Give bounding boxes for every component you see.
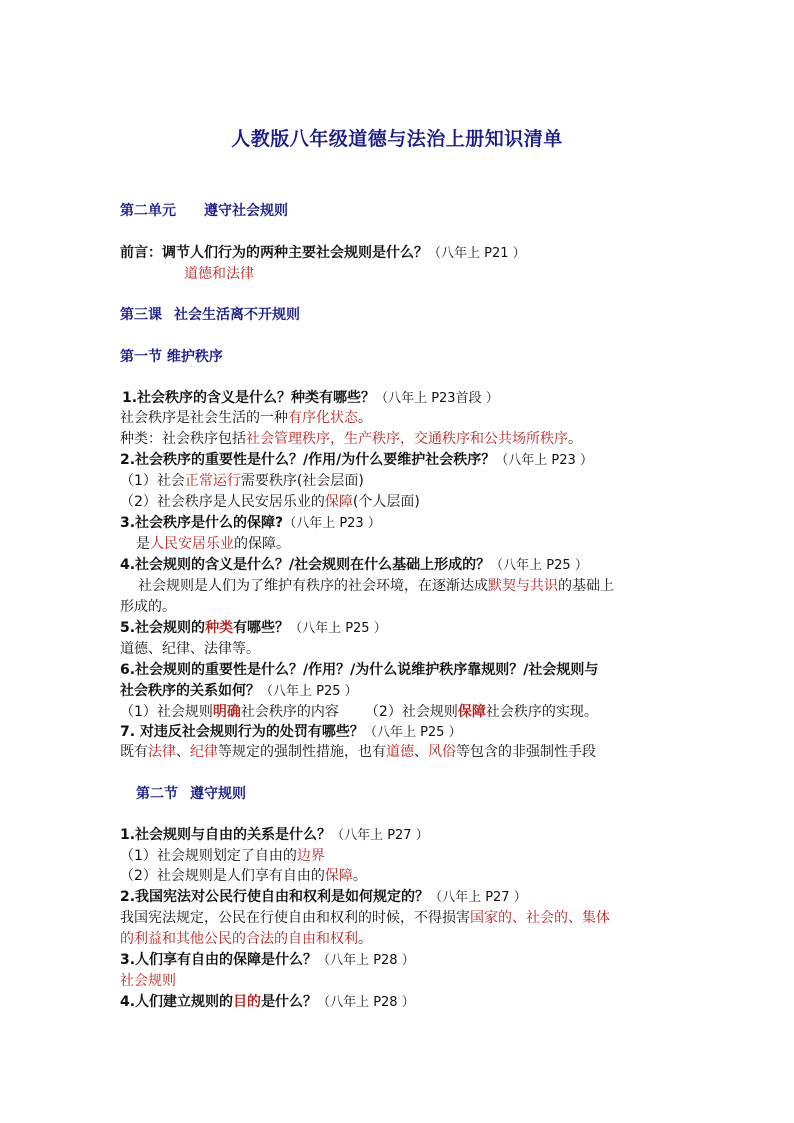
answer-highlight: 国家的、社会的、集体 <box>470 910 610 926</box>
answer-text: 、 <box>176 744 190 760</box>
answer-text: 是 <box>136 536 150 552</box>
s1-q5-answer: 道德、纪律、法律等。 <box>120 641 260 657</box>
s1-q7-question <box>120 722 462 743</box>
question-highlight: 种类 <box>205 620 234 636</box>
preface-ref: （八年上 P21 ） <box>428 246 526 261</box>
question-ref: （八年上 P28 ） <box>317 995 415 1010</box>
answer-highlight: 道德 <box>386 744 414 760</box>
answer-highlight: 默契与共识 <box>488 578 558 594</box>
s1-q6-question-2 <box>120 681 358 702</box>
answer-highlight: 保障 <box>324 494 353 510</box>
answer-highlight: 的利益和其他公民的合法的自由和权利 <box>120 931 358 947</box>
preface-question <box>120 243 526 264</box>
answer-highlight: 纪律 <box>190 744 218 760</box>
question-text: 是什么？ <box>261 994 318 1010</box>
answer-text: （1）社会 <box>120 473 185 489</box>
answer-text: 、 <box>414 744 428 760</box>
unit-name: 遵守社会规则 <box>204 203 288 219</box>
question-text: 7. 对违反社会规则行为的处罚有哪些？ <box>120 724 364 740</box>
answer-text: 我国宪法规定，公民在行使自由和权利的时候，不得损害 <box>120 910 470 926</box>
answer-text: 既有 <box>120 744 148 760</box>
question-text: 1.社会规则与自由的关系是什么？ <box>120 827 332 843</box>
question-text: 社会秩序的关系如何？ <box>120 683 260 699</box>
lesson-label: 第三课 <box>120 307 162 323</box>
unit-heading <box>120 201 288 221</box>
s2-q1-answer-1 <box>120 846 325 866</box>
answer-highlight: 风俗 <box>428 744 456 760</box>
s2-q2-question <box>120 887 527 908</box>
answer-highlight: 边界 <box>296 848 325 864</box>
s1-q5-question <box>120 618 387 639</box>
answer-text: 社会秩序的实现。 <box>485 704 598 720</box>
s1-q3-answer <box>136 534 290 554</box>
answer-highlight: 明确 <box>212 704 241 720</box>
answer-text: 社会秩序的内容 <box>240 704 339 720</box>
s1-q1-answer-1 <box>120 408 372 428</box>
answer-highlight: 正常运行 <box>184 473 241 489</box>
answer-text: 社会秩序是社会生活的一种 <box>120 410 288 426</box>
answer-text: 等包含的非强制性手段 <box>456 744 596 760</box>
answer-text: （2）社会秩序是人民安居乐业的 <box>120 494 325 510</box>
s1-q1-question <box>122 388 499 409</box>
question-ref: （八年上 P23 ） <box>283 516 381 531</box>
question-text: 3.社会秩序是什么的保障? <box>120 515 284 531</box>
section1-heading <box>120 347 223 367</box>
unit-label: 第二单元 <box>120 203 176 219</box>
s1-q6-question-1: 6.社会规则的重要性是什么？/作用？/为什么说维护秩序靠规则？/社会规则与 <box>120 662 599 678</box>
question-text: 1.社会秩序的含义是什么？种类有哪些？ <box>122 390 376 406</box>
lesson-heading <box>120 305 300 325</box>
answer-highlight: 保障 <box>457 704 486 720</box>
answer-highlight: 人民安居乐业 <box>150 536 234 552</box>
answer-text: （1）社会规则 <box>120 704 213 720</box>
answer-text: （2）社会规则 <box>364 704 458 720</box>
question-text: 5.社会规则的 <box>120 620 206 636</box>
s2-q2-answer-1 <box>120 908 610 928</box>
s2-q3-answer: 社会规则 <box>120 973 176 989</box>
question-ref: （八年上 P25 ） <box>289 621 387 636</box>
s1-q4-answer-2: 形成的。 <box>120 599 176 615</box>
question-text: 3.人们享有自由的保障是什么？ <box>120 952 318 968</box>
s1-q3-question <box>120 513 381 534</box>
answer-text: 的保障。 <box>234 536 290 552</box>
answer-text: 社会规则是人们为了维护有秩序的社会环境，在逐渐达成 <box>138 578 488 594</box>
question-ref: （八年上 P27 ） <box>429 890 527 905</box>
s1-q4-answer-1 <box>138 576 614 596</box>
s1-q2-answer-1 <box>120 471 364 491</box>
answer-text: 的基础上 <box>558 578 614 594</box>
section2-name: 遵守规则 <box>190 786 246 802</box>
answer-highlight: 社会管理秩序，生产秩序，交通秩序和公共场所秩序 <box>246 431 568 447</box>
answer-highlight: 法律 <box>148 744 176 760</box>
question-ref: （八年上 P25 ） <box>260 684 358 699</box>
preface-answer: 道德和法律 <box>184 266 254 282</box>
answer-text: 需要秩序(社会层面) <box>240 473 364 489</box>
answer-text: 。 <box>358 931 372 947</box>
s2-q1-question <box>120 825 429 846</box>
question-highlight: 目的 <box>233 994 262 1010</box>
answer-text: 。 <box>568 431 582 447</box>
s2-q1-answer-2 <box>120 866 367 886</box>
question-text: 2.我国宪法对公民行使自由和权利是如何规定的？ <box>120 889 430 905</box>
question-text: 有哪些？ <box>233 620 290 636</box>
question-text: 2.社会秩序的重要性是什么？/作用/为什么要维护社会秩序？ <box>120 452 496 468</box>
section1-name: 维护秩序 <box>166 349 223 365</box>
s2-q3-question <box>120 950 415 971</box>
s1-q7-answer <box>120 742 596 762</box>
answer-text: 。 <box>352 868 367 884</box>
question-ref: （八年上 P27 ） <box>331 828 429 843</box>
question-ref: （八年上 P23 ） <box>495 453 593 468</box>
s1-q2-answer-2 <box>120 492 420 512</box>
answer-text: 等规定的强制性措施，也有 <box>218 744 386 760</box>
question-ref: （八年上 P25 ） <box>490 558 588 573</box>
section1-label: 第一节 <box>120 349 162 365</box>
answer-text: （1）社会规则划定了自由的 <box>120 848 297 864</box>
answer-text: 。 <box>358 410 372 426</box>
question-ref: （八年上 P25 ） <box>363 725 462 740</box>
lesson-name: 社会生活离不开规则 <box>174 307 300 323</box>
s1-q2-question <box>120 450 593 471</box>
s2-q4-question <box>120 992 415 1013</box>
s1-q1-answer-2 <box>120 429 582 449</box>
page-title: 人教版八年级道德与法治上册知识清单 <box>231 128 563 150</box>
question-text: 4.人们建立规则的 <box>120 994 234 1010</box>
question-text: 4.社会规则的含义是什么？/社会规则在什么基础上形成的？ <box>120 557 491 573</box>
s2-q2-answer-2 <box>120 929 372 949</box>
preface-question-text: 前言：调节人们行为的两种主要社会规则是什么？ <box>120 245 428 261</box>
section2-label: 第二节 <box>136 786 178 802</box>
answer-highlight: 保障 <box>324 868 353 884</box>
answer-highlight: 有序化状态 <box>288 410 358 426</box>
section2-heading <box>136 784 246 804</box>
question-ref: （八年上 P28 ） <box>317 953 415 968</box>
question-ref: （八年上 P23首段 ） <box>375 391 499 406</box>
answer-text: （2）社会规则是人们享有自由的 <box>120 868 325 884</box>
s1-q6-answer <box>120 702 598 722</box>
s1-q4-question <box>120 555 588 576</box>
answer-text: 种类：社会秩序包括 <box>120 431 246 447</box>
answer-text: (个人层面) <box>352 494 420 510</box>
